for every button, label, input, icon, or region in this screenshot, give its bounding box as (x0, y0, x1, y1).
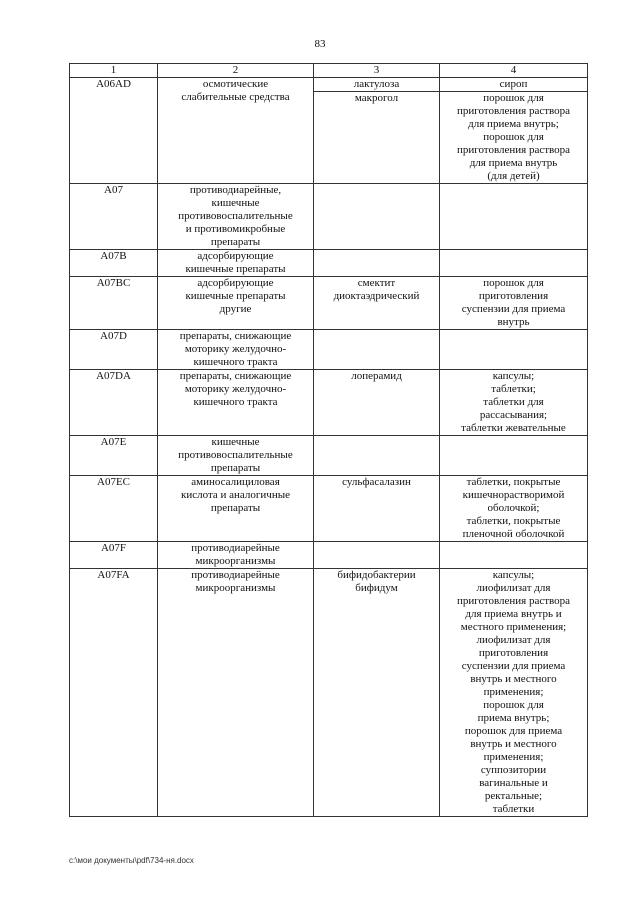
atc-code-cell: A07BC (70, 277, 158, 330)
table-row (70, 542, 588, 569)
table-row (70, 78, 588, 92)
group-name-cell: кишечные противовоспалительные препараты (158, 436, 314, 476)
dosage-forms-cell (440, 436, 588, 476)
atc-code-cell: A06AD (70, 78, 158, 184)
atc-code-cell: A07 (70, 184, 158, 250)
drug-name-cell: сульфасалазин (314, 476, 440, 542)
column-number: 2 (158, 64, 314, 78)
page-number: 83 (314, 38, 326, 50)
column-number-row (70, 64, 588, 78)
table-row (70, 436, 588, 476)
dosage-forms-cell: порошок для приготовления суспензии для приема внутрь (440, 277, 588, 330)
table-row (70, 476, 588, 542)
dosage-forms-cell: капсулы; лиофилизат для приготовления раствора для приема внутрь и местного применения; лиофилизат для приготовления суспензии для приема внутрь и местного применения; порошок для приема внутрь; порошок для приема внутрь и местного применения; суппозитории вагинальные и ректальные; таблетки (440, 569, 588, 817)
drug-name-cell (314, 542, 440, 569)
dosage-forms-cell: капсулы; таблетки; таблетки для рассасывания; таблетки жевательные (440, 370, 588, 436)
drug-name-cell: лактулоза (314, 78, 440, 92)
group-name-cell: противодиарейные микроорганизмы (158, 569, 314, 817)
dosage-forms-cell: сироп (440, 78, 588, 92)
drug-name-cell: лоперамид (314, 370, 440, 436)
drug-name-cell (314, 250, 440, 277)
group-name-cell: адсорбирующие кишечные препараты другие (158, 277, 314, 330)
table-row (70, 250, 588, 277)
column-number: 1 (70, 64, 158, 78)
drug-name-cell (314, 436, 440, 476)
atc-code-cell: A07DA (70, 370, 158, 436)
table-row (70, 569, 588, 817)
atc-code-cell: A07FA (70, 569, 158, 817)
drug-name-cell: макрогол (314, 92, 440, 184)
table-row (70, 184, 588, 250)
group-name-cell: препараты, снижающие моторику желудочно- кишечного тракта (158, 370, 314, 436)
drug-name-cell (314, 184, 440, 250)
group-name-cell: противодиарейные микроорганизмы (158, 542, 314, 569)
atc-code-cell: A07F (70, 542, 158, 569)
table-row (70, 277, 588, 330)
dosage-forms-cell (440, 330, 588, 370)
column-number: 3 (314, 64, 440, 78)
drug-name-cell: смектит диоктаэдрический (314, 277, 440, 330)
column-number: 4 (440, 64, 588, 78)
group-name-cell: противодиарейные, кишечные противовоспалительные и противомикробные препараты (158, 184, 314, 250)
drug-name-cell (314, 330, 440, 370)
atc-code-cell: A07EC (70, 476, 158, 542)
dosage-forms-cell (440, 184, 588, 250)
drug-name-cell: бифидобактерии бифидум (314, 569, 440, 817)
table-row (70, 370, 588, 436)
dosage-forms-cell: порошок для приготовления раствора для приема внутрь; порошок для приготовления раствора для приема внутрь (для детей) (440, 92, 588, 184)
group-name-cell: аминосалициловая кислота и аналогичные препараты (158, 476, 314, 542)
group-name-cell: адсорбирующие кишечные препараты (158, 250, 314, 277)
group-name-cell: препараты, снижающие моторику желудочно- кишечного тракта (158, 330, 314, 370)
dosage-forms-cell (440, 250, 588, 277)
dosage-forms-cell (440, 542, 588, 569)
dosage-forms-cell: таблетки, покрытые кишечнорастворимой оболочкой; таблетки, покрытые пленочной оболочкой (440, 476, 588, 542)
group-name-cell: осмотические слабительные средства (158, 78, 314, 184)
table-row (70, 330, 588, 370)
footer-file-path: c:\мои документы\pdf\734-ня.docx (69, 856, 194, 865)
drug-classification-table (69, 63, 588, 817)
atc-code-cell: A07B (70, 250, 158, 277)
atc-code-cell: A07E (70, 436, 158, 476)
atc-code-cell: A07D (70, 330, 158, 370)
